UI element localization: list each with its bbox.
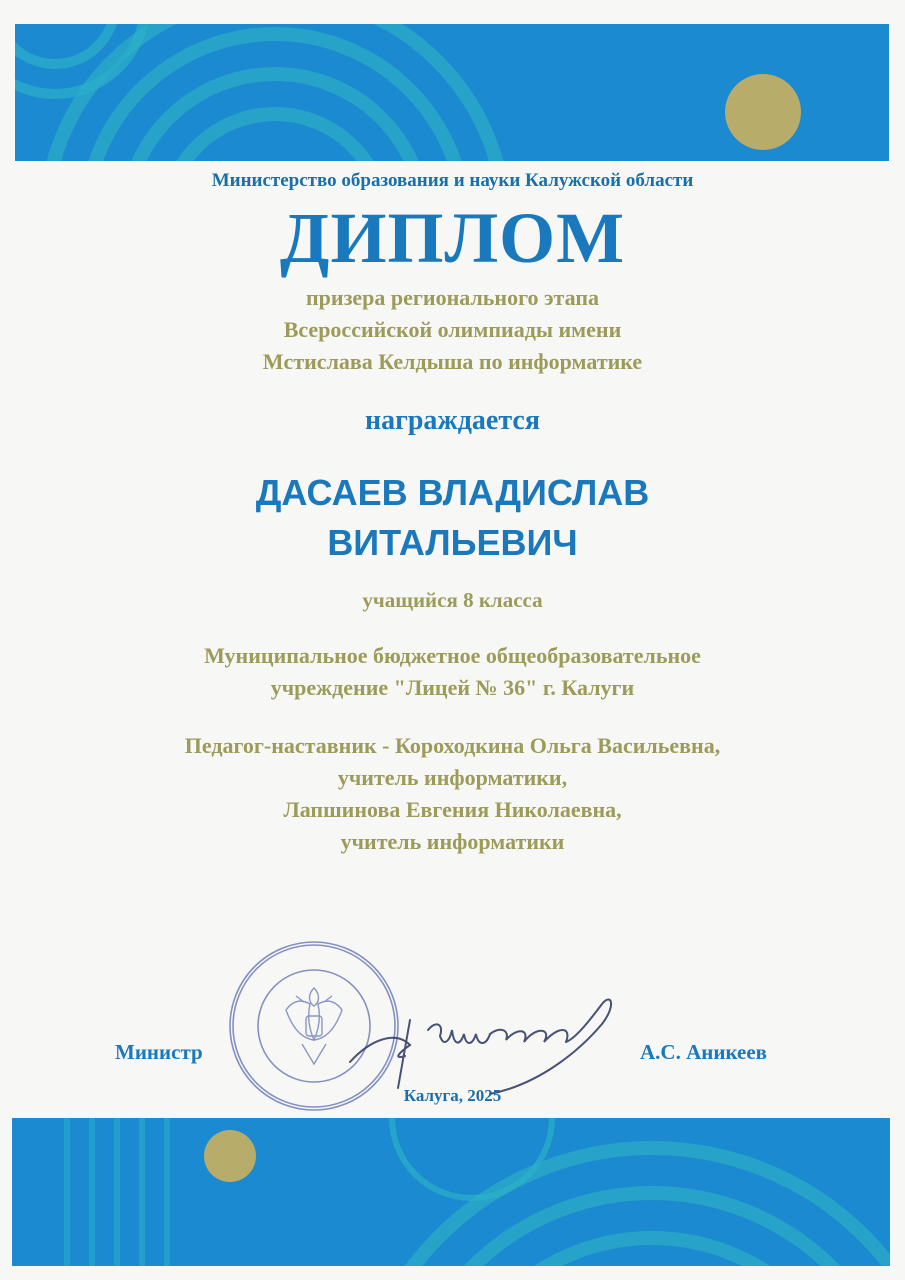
bottom-decor-band — [12, 1118, 890, 1266]
mentors-block — [0, 730, 905, 858]
mentor-line: Лапшинова Евгения Николаевна, — [283, 797, 622, 822]
award-subtitle — [0, 282, 905, 378]
gold-dot-icon — [725, 74, 801, 150]
awarded-label: награждается — [365, 405, 540, 436]
top-decor-band — [15, 24, 889, 161]
diploma-title: ДИПЛОМ — [279, 198, 626, 278]
city-year: Калуга, 2025 — [403, 1086, 502, 1105]
school-line: учреждение "Лицей № 36" г. Калуги — [270, 675, 635, 700]
mentor-line: учитель информатики — [340, 829, 565, 854]
school-name — [0, 640, 905, 704]
handwritten-signature — [340, 990, 630, 1100]
subtitle-line: призера регионального этапа — [305, 285, 600, 310]
position-label: Министр — [115, 1040, 203, 1064]
subtitle-line: Всероссийской олимпиады имени — [283, 317, 622, 342]
mentor-line: Педагог-наставник - Короходкина Ольга Васильевна, — [184, 733, 721, 758]
school-line: Муниципальное бюджетное общеобразовательное — [204, 643, 701, 668]
top-arcs-graphic — [15, 24, 889, 161]
recipient-name-line: ДАСАЕВ ВЛАДИСЛАВ — [255, 472, 650, 513]
mentor-line: учитель информатики, — [337, 765, 568, 790]
bottom-arcs-graphic — [12, 1118, 890, 1266]
ministry-heading: Министерство образования и науки Калужской области — [211, 170, 694, 191]
gold-dot-icon — [204, 1130, 256, 1182]
student-grade: учащийся 8 класса — [362, 588, 543, 612]
subtitle-line: Мстислава Келдыша по информатике — [262, 349, 643, 374]
recipient-name — [0, 468, 905, 568]
recipient-name-line: ВИТАЛЬЕВИЧ — [327, 522, 578, 563]
signer-name: А.С. Аникеев — [640, 1040, 768, 1064]
